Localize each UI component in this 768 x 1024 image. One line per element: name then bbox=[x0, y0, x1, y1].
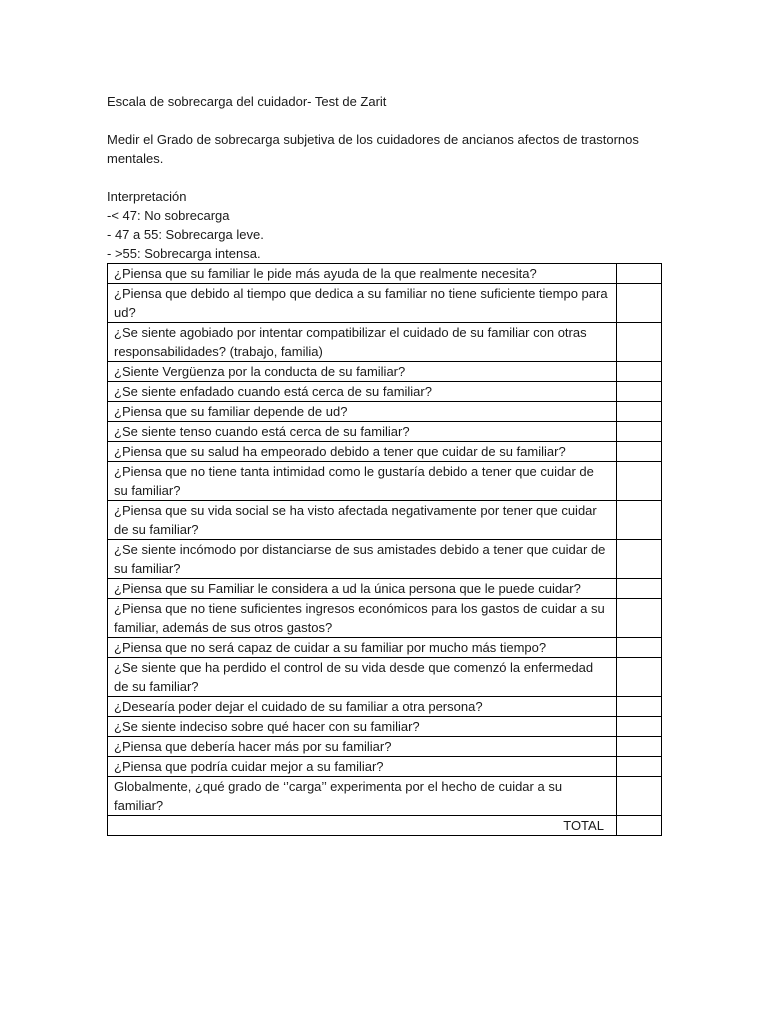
question-cell: ¿Se siente agobiado por intentar compatibilizar el cuidado de su familiar con otras responsabilidades? (trabajo, familia) bbox=[108, 323, 617, 362]
score-cell[interactable] bbox=[616, 540, 661, 579]
table-row bbox=[108, 777, 662, 816]
score-cell[interactable] bbox=[616, 579, 661, 599]
interpretation-heading: Interpretación bbox=[107, 189, 187, 204]
interpretation-item: -< 47: No sobrecarga bbox=[107, 208, 230, 223]
score-cell[interactable] bbox=[616, 264, 661, 284]
table-row bbox=[108, 422, 662, 442]
table-row bbox=[108, 638, 662, 658]
score-cell[interactable] bbox=[616, 697, 661, 717]
score-cell[interactable] bbox=[616, 717, 661, 737]
question-cell: ¿Se siente que ha perdido el control de su vida desde que comenzó la enfermedad de su familiar? bbox=[108, 658, 617, 697]
score-cell[interactable] bbox=[616, 638, 661, 658]
question-cell: ¿Piensa que su Familiar le considera a ud la única persona que le puede cuidar? bbox=[108, 579, 617, 599]
score-cell[interactable] bbox=[616, 599, 661, 638]
table-row bbox=[108, 462, 662, 501]
score-cell[interactable] bbox=[616, 323, 661, 362]
document-description: Medir el Grado de sobrecarga subjetiva de los cuidadores de ancianos afectos de trastornos mentales. bbox=[107, 132, 639, 166]
question-cell: Globalmente, ¿qué grado de ‘’carga’’ experimenta por el hecho de cuidar a su familiar? bbox=[108, 777, 617, 816]
question-cell: ¿Se siente indeciso sobre qué hacer con su familiar? bbox=[108, 717, 617, 737]
question-cell: ¿Piensa que debido al tiempo que dedica a su familiar no tiene suficiente tiempo para ud? bbox=[108, 284, 617, 323]
table-row bbox=[108, 402, 662, 422]
score-cell[interactable] bbox=[616, 501, 661, 540]
question-cell: ¿Desearía poder dejar el cuidado de su familiar a otra persona? bbox=[108, 697, 617, 717]
score-cell[interactable] bbox=[616, 658, 661, 697]
table-row bbox=[108, 540, 662, 579]
question-cell: ¿Piensa que no tiene tanta intimidad como le gustaría debido a tener que cuidar de su familiar? bbox=[108, 462, 617, 501]
table-row bbox=[108, 737, 662, 757]
questionnaire-body bbox=[108, 264, 662, 836]
document-page bbox=[107, 92, 663, 836]
score-cell[interactable] bbox=[616, 284, 661, 323]
score-cell[interactable] bbox=[616, 382, 661, 402]
table-row bbox=[108, 599, 662, 638]
score-cell[interactable] bbox=[616, 777, 661, 816]
table-row bbox=[108, 697, 662, 717]
question-cell: ¿Piensa que podría cuidar mejor a su familiar? bbox=[108, 757, 617, 777]
total-label: TOTAL bbox=[108, 816, 617, 836]
question-cell: ¿Se siente tenso cuando está cerca de su familiar? bbox=[108, 422, 617, 442]
spacer bbox=[107, 111, 663, 130]
interpretation-item: - >55: Sobrecarga intensa. bbox=[107, 246, 261, 261]
total-row bbox=[108, 816, 662, 836]
question-cell: ¿Piensa que su salud ha empeorado debido a tener que cuidar de su familiar? bbox=[108, 442, 617, 462]
zarit-questionnaire-table bbox=[107, 263, 662, 836]
table-row bbox=[108, 757, 662, 777]
score-cell[interactable] bbox=[616, 402, 661, 422]
table-row bbox=[108, 284, 662, 323]
question-cell: ¿Se siente incómodo por distanciarse de sus amistades debido a tener que cuidar de su familiar? bbox=[108, 540, 617, 579]
table-row bbox=[108, 382, 662, 402]
question-cell: ¿Piensa que no será capaz de cuidar a su familiar por mucho más tiempo? bbox=[108, 638, 617, 658]
table-row bbox=[108, 658, 662, 697]
score-cell[interactable] bbox=[616, 362, 661, 382]
question-cell: ¿Piensa que su familiar le pide más ayuda de la que realmente necesita? bbox=[108, 264, 617, 284]
spacer bbox=[107, 168, 663, 187]
table-row bbox=[108, 579, 662, 599]
score-cell[interactable] bbox=[616, 737, 661, 757]
total-score-cell[interactable] bbox=[616, 816, 661, 836]
score-cell[interactable] bbox=[616, 422, 661, 442]
table-row bbox=[108, 323, 662, 362]
table-row bbox=[108, 442, 662, 462]
question-cell: ¿Siente Vergüenza por la conducta de su familiar? bbox=[108, 362, 617, 382]
score-cell[interactable] bbox=[616, 757, 661, 777]
question-cell: ¿Piensa que debería hacer más por su familiar? bbox=[108, 737, 617, 757]
score-cell[interactable] bbox=[616, 442, 661, 462]
document-title: Escala de sobrecarga del cuidador- Test de Zarit bbox=[107, 94, 387, 109]
score-cell[interactable] bbox=[616, 462, 661, 501]
table-row bbox=[108, 501, 662, 540]
table-row bbox=[108, 362, 662, 382]
table-row bbox=[108, 717, 662, 737]
question-cell: ¿Se siente enfadado cuando está cerca de su familiar? bbox=[108, 382, 617, 402]
interpretation-item: - 47 a 55: Sobrecarga leve. bbox=[107, 227, 264, 242]
question-cell: ¿Piensa que no tiene suficientes ingresos económicos para los gastos de cuidar a su familiar, además de sus otros gastos? bbox=[108, 599, 617, 638]
question-cell: ¿Piensa que su familiar depende de ud? bbox=[108, 402, 617, 422]
question-cell: ¿Piensa que su vida social se ha visto afectada negativamente por tener que cuidar de su familiar? bbox=[108, 501, 617, 540]
table-row bbox=[108, 264, 662, 284]
